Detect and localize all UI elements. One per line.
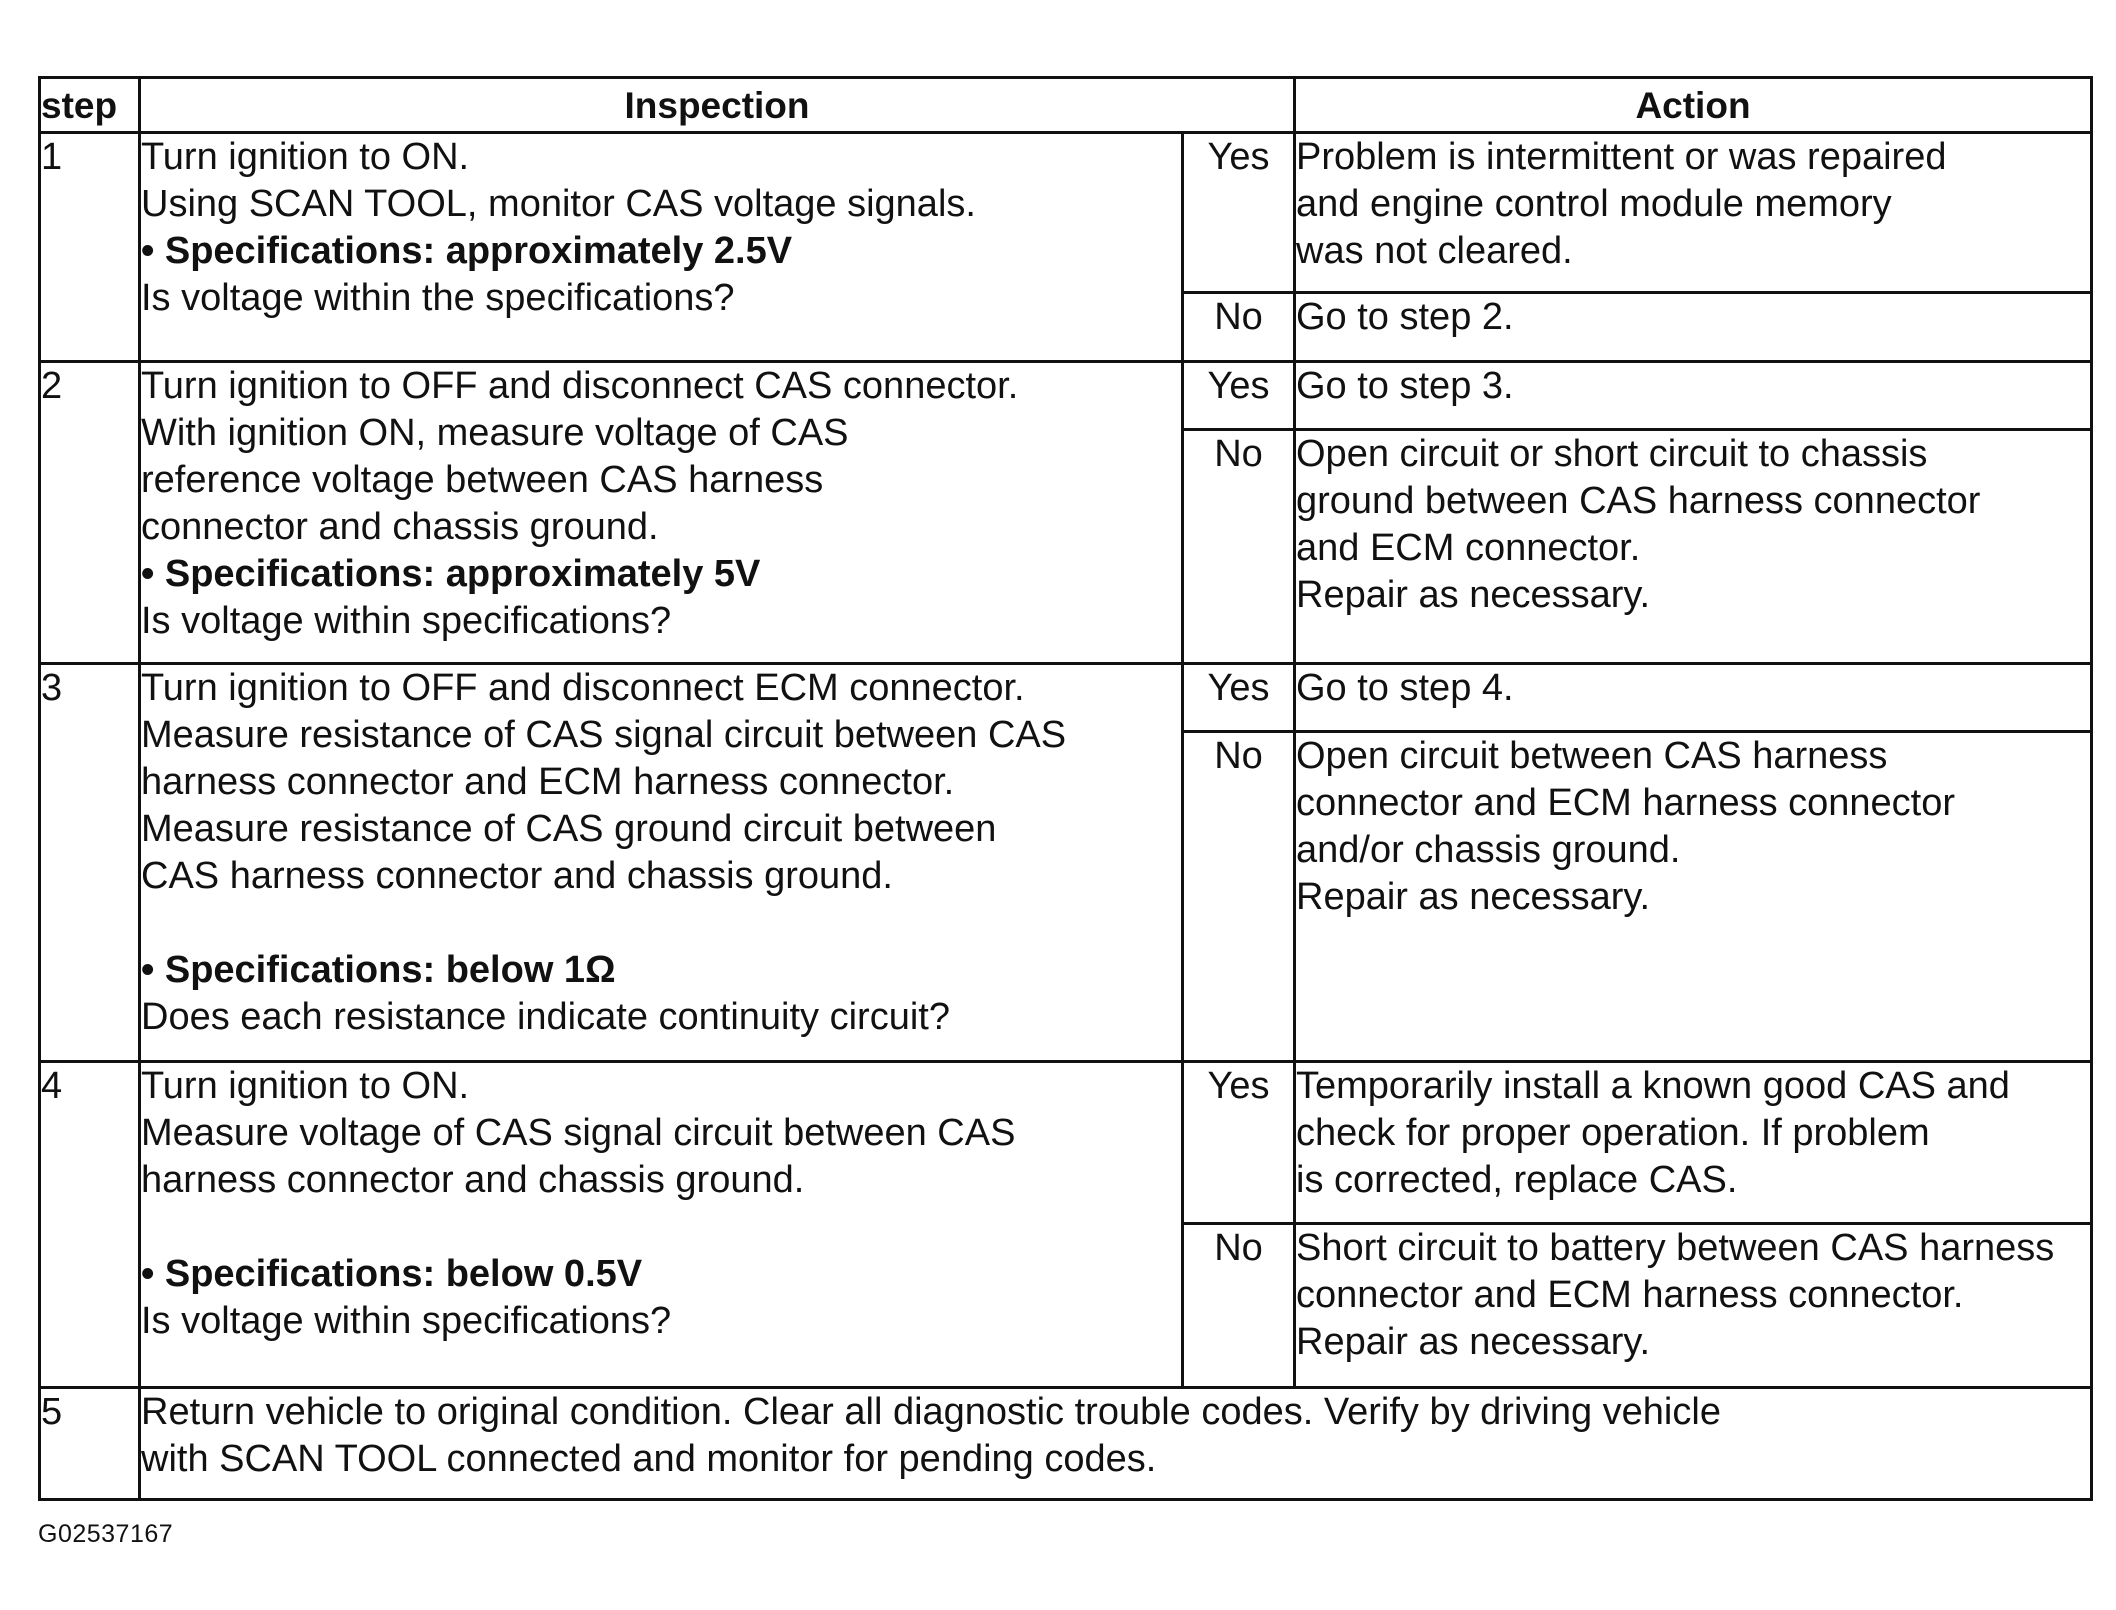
final-line: with SCAN TOOL connected and monitor for pending codes. [141,1438,1157,1480]
inspection-line: Turn ignition to OFF and disconnect CAS connector. [141,365,1019,407]
specification-line: • Specifications: approximately 5V [141,553,761,595]
action-line: and/or chassis ground. [1296,829,1681,871]
yes-label: Yes [1183,133,1295,293]
inspection-question: Does each resistance indicate continuity circuit? [141,996,950,1038]
inspection-line: Measure voltage of CAS signal circuit between CAS [141,1112,1016,1154]
step-2-inspection [140,362,1183,664]
step-3-yes-action [1295,664,2092,732]
step-4-yes-action [1295,1062,2092,1224]
action-line: Go to step 2. [1296,296,1514,338]
action-line: Repair as necessary. [1296,1321,1651,1363]
action-line: and ECM connector. [1296,527,1641,569]
inspection-line: harness connector and chassis ground. [141,1159,805,1201]
action-line: and engine control module memory [1296,183,1892,225]
step-number: 3 [40,664,140,1062]
action-line: Open circuit or short circuit to chassis [1296,433,1928,475]
no-label: No [1183,293,1295,362]
inspection-question: Is voltage within specifications? [141,1300,672,1342]
inspection-line: connector and chassis ground. [141,506,659,548]
figure-code: G02537167 [38,1520,174,1548]
step-1-yes-row [40,133,2092,293]
action-line: Short circuit to battery between CAS harness [1296,1227,2055,1269]
spacer [141,1204,1181,1251]
step-1-no-action [1295,293,2092,362]
step-4-yes-row [40,1062,2092,1224]
inspection-line: Turn ignition to ON. [141,136,470,178]
action-line: ground between CAS harness connector [1296,480,1981,522]
action-line: Temporarily install a known good CAS and [1296,1065,2010,1107]
action-line: Repair as necessary. [1296,876,1651,918]
step-4-inspection [140,1062,1183,1388]
inspection-line: With ignition ON, measure voltage of CAS [141,412,849,454]
step-number: 4 [40,1062,140,1388]
action-line: connector and ECM harness connector. [1296,1274,1964,1316]
specification-line: • Specifications: below 0.5V [141,1253,643,1295]
step-3-inspection [140,664,1183,1062]
inspection-line: Measure resistance of CAS signal circuit between CAS [141,714,1067,756]
action-line: Repair as necessary. [1296,574,1651,616]
step-column-header: step [40,78,140,133]
step-2-yes-action [1295,362,2092,430]
step-1-yes-action [1295,133,2092,293]
action-line: Go to step 3. [1296,365,1514,407]
step-number: 1 [40,133,140,362]
inspection-line: harness connector and ECM harness connector. [141,761,955,803]
header-row [40,78,2092,133]
inspection-line: Using SCAN TOOL, monitor CAS voltage signals. [141,183,976,225]
spacer [141,900,1181,947]
action-line: was not cleared. [1296,230,1573,272]
action-line: check for proper operation. If problem [1296,1112,1930,1154]
diagnostic-table [38,76,2093,1501]
step-2-yes-row [40,362,2092,430]
action-line: Go to step 4. [1296,667,1514,709]
yes-label: Yes [1183,362,1295,430]
inspection-line: reference voltage between CAS harness [141,459,824,501]
step-number: 5 [40,1388,140,1500]
step-5-text [140,1388,2092,1500]
action-line: connector and ECM harness connector [1296,782,1956,824]
step-2-no-action [1295,430,2092,664]
action-line: Problem is intermittent or was repaired [1296,136,1947,178]
step-4-no-action [1295,1224,2092,1388]
inspection-question: Is voltage within specifications? [141,600,672,642]
no-label: No [1183,1224,1295,1388]
inspection-line: CAS harness connector and chassis ground. [141,855,893,897]
step-number: 2 [40,362,140,664]
action-line: Open circuit between CAS harness [1296,735,1888,777]
specification-line: • Specifications: approximately 2.5V [141,230,793,272]
inspection-line: Measure resistance of CAS ground circuit between [141,808,997,850]
specification-line: • Specifications: below 1Ω [141,949,616,991]
inspection-column-header: Inspection [140,78,1295,133]
inspection-line: Turn ignition to ON. [141,1065,470,1107]
yes-label: Yes [1183,1062,1295,1224]
step-5-row [40,1388,2092,1500]
inspection-question: Is voltage within the specifications? [141,277,735,319]
no-label: No [1183,430,1295,664]
action-line: is corrected, replace CAS. [1296,1159,1738,1201]
step-3-yes-row [40,664,2092,732]
action-column-header: Action [1295,78,2092,133]
final-line: Return vehicle to original condition. Clear all diagnostic trouble codes. Verify by driving vehicle [141,1391,1721,1433]
step-3-no-action [1295,732,2092,1062]
no-label: No [1183,732,1295,1062]
yes-label: Yes [1183,664,1295,732]
step-1-inspection [140,133,1183,362]
inspection-line: Turn ignition to OFF and disconnect ECM connector. [141,667,1025,709]
